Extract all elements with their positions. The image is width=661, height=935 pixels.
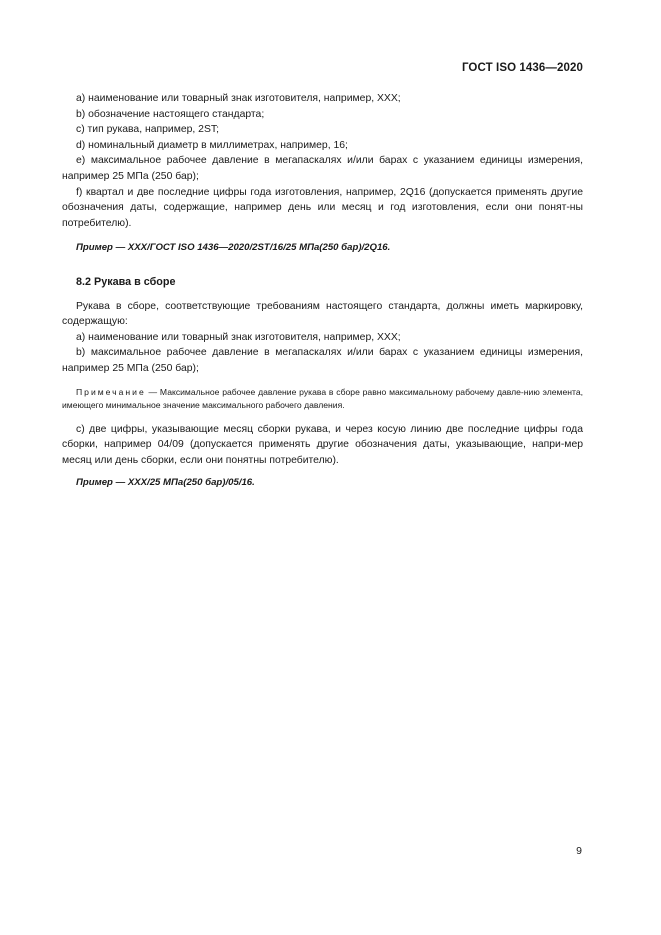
- list-item-e: е) максимальное рабочее давление в мегапаскалях и/или барах с указанием единицы измерения, например 25 МПа (250 бар);: [62, 155, 583, 182]
- page-number: 9: [576, 845, 582, 857]
- note: [62, 386, 583, 413]
- assembly-item-b: b) максимальное рабочее давление в мегапаскалях и/или барах с указанием единицы измерения, например 25 МПа (250 бар);: [62, 347, 583, 374]
- list-item-c: с) тип рукава, например, 2ST;: [76, 124, 219, 136]
- example-marking-hose: Пример — XXX/ГОСТ ISO 1436—2020/2ST/16/25 МПа(250 бар)/2Q16.: [76, 242, 391, 254]
- list-item-a: а) наименование или товарный знак изготовителя, например, XXX;: [76, 93, 401, 104]
- list-item-b: b) обозначение настоящего стандарта;: [76, 108, 265, 120]
- assembly-item-a: а) наименование или товарный знак изготовителя, например, XXX;: [76, 331, 401, 343]
- section-intro: Рукава в сборе, соответствующие требованиям настоящего стандарта, должны иметь маркировку, содержащую:: [62, 300, 583, 328]
- document-header: ГОСТ ISO 1436—2020: [461, 62, 583, 74]
- assembly-item-c: с) две цифры, указывающие месяц сборки рукава, и через косую линию две последние цифры года сборки, например 04/09 (допускается применять другие обозначения даты, указывающие, напри-мер месяц или день сборки, если они понятны потребителю).: [62, 423, 583, 466]
- document-body: [62, 91, 583, 491]
- list-item-d: d) номинальный диаметр в миллиметрах, например, 16;: [76, 139, 348, 151]
- list-item-f: f) квартал и две последние цифры года изготовления, например, 2Q16 (допускается применять другие обозначения даты, содержащие, например день или месяц и год изготовления, если они понят-ны потребителю).: [62, 186, 583, 229]
- section-heading: 8.2 Рукава в сборе: [76, 275, 176, 288]
- note-label: Примечание: [76, 386, 146, 397]
- note-text: — Максимальное рабочее давление рукава в сборе равно максимальному рабочему давле-нию элемента, имеющего минимальное значение максимального рабочего давления.: [62, 386, 583, 411]
- example-marking-assembly: Пример — XXX/25 МПа(250 бар)/05/16.: [76, 477, 255, 489]
